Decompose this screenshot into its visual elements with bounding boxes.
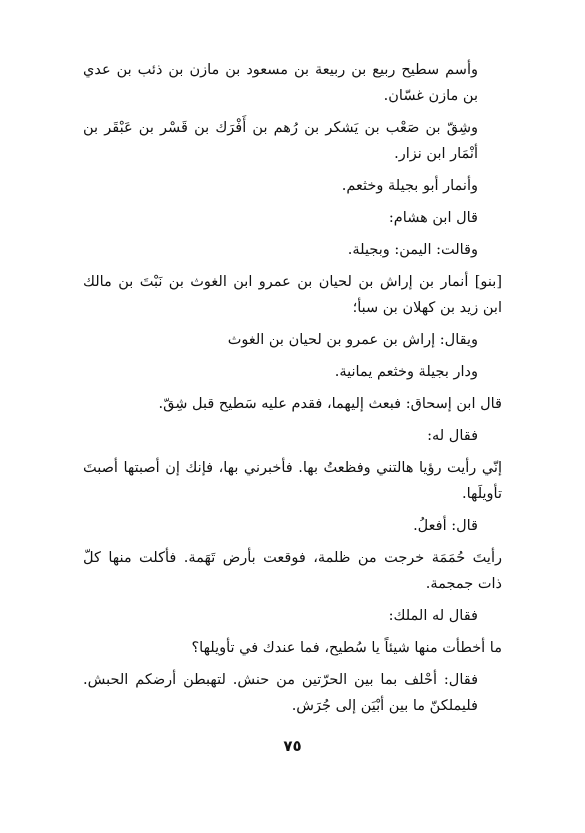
paragraph-5: وقالت: اليمن: وبجيلة. xyxy=(347,242,478,258)
paragraph-15: ما أخطأت منها شيئاً يا سُطيح، فما عندك في تأويلها؟ xyxy=(191,640,502,656)
paragraph-6: [بنو] أنمار بن إراش بن لحيان بن عمرو ابن الغوث بن نَبْتَ بن مالك ابن زيد بن كهلان بن سبأ؛ xyxy=(83,274,502,316)
paragraph-1: وأسم سطيح ربيع بن ربيعة بن مسعود بن مازن بن ذئب بن عدي بن مازن غسّان. xyxy=(83,62,478,104)
paragraph-4: قال ابن هشام: xyxy=(388,210,478,226)
paragraph-11: إنّي رأيت رؤيا هالتني وفظعتُ بها. فأخبرني بها، فإنك إن أصبتها أصبتَ تأويلَها. xyxy=(83,460,502,502)
paragraph-10: فقال له: xyxy=(427,428,478,444)
paragraph-2: وشِقّ بن صَعْب بن يَشكر بن رُهم بن أَفْرَك بن قَسْر بن عَبْقَر بن أنْمَار ابن نزار. xyxy=(83,120,478,162)
paragraph-7: ويقال: إراش بن عمرو بن لحيان بن الغوث xyxy=(227,332,478,348)
paragraph-8: ودار بجيلة وخثعم يمانية. xyxy=(334,364,478,380)
paragraph-14: فقال له الملك: xyxy=(388,608,478,624)
paragraph-16: فقال: أحْلف بما بين الحرّتين من حنش. لتهبطن أرضكم الحبش. فليملكنّ ما بين أبْيَن إلى جُرَش. xyxy=(83,672,478,714)
body-text xyxy=(83,57,502,719)
paragraph-13: رأيتَ حُمَمَة خرجت من ظلمة، فوقعت بأرض تَهَمة. فأكلت منها كلّ ذات جمجمة. xyxy=(83,550,502,592)
page-number: ٧٥ xyxy=(283,737,302,755)
paragraph-3: وأنمار أبو بجيلة وخثعم. xyxy=(341,178,478,194)
paragraph-12: قال: أفعلُ. xyxy=(413,518,478,534)
paragraph-9: قال ابن إسحاق: فبعث إليهما، فقدم عليه سَطيح قبل شِقّ. xyxy=(158,396,502,412)
